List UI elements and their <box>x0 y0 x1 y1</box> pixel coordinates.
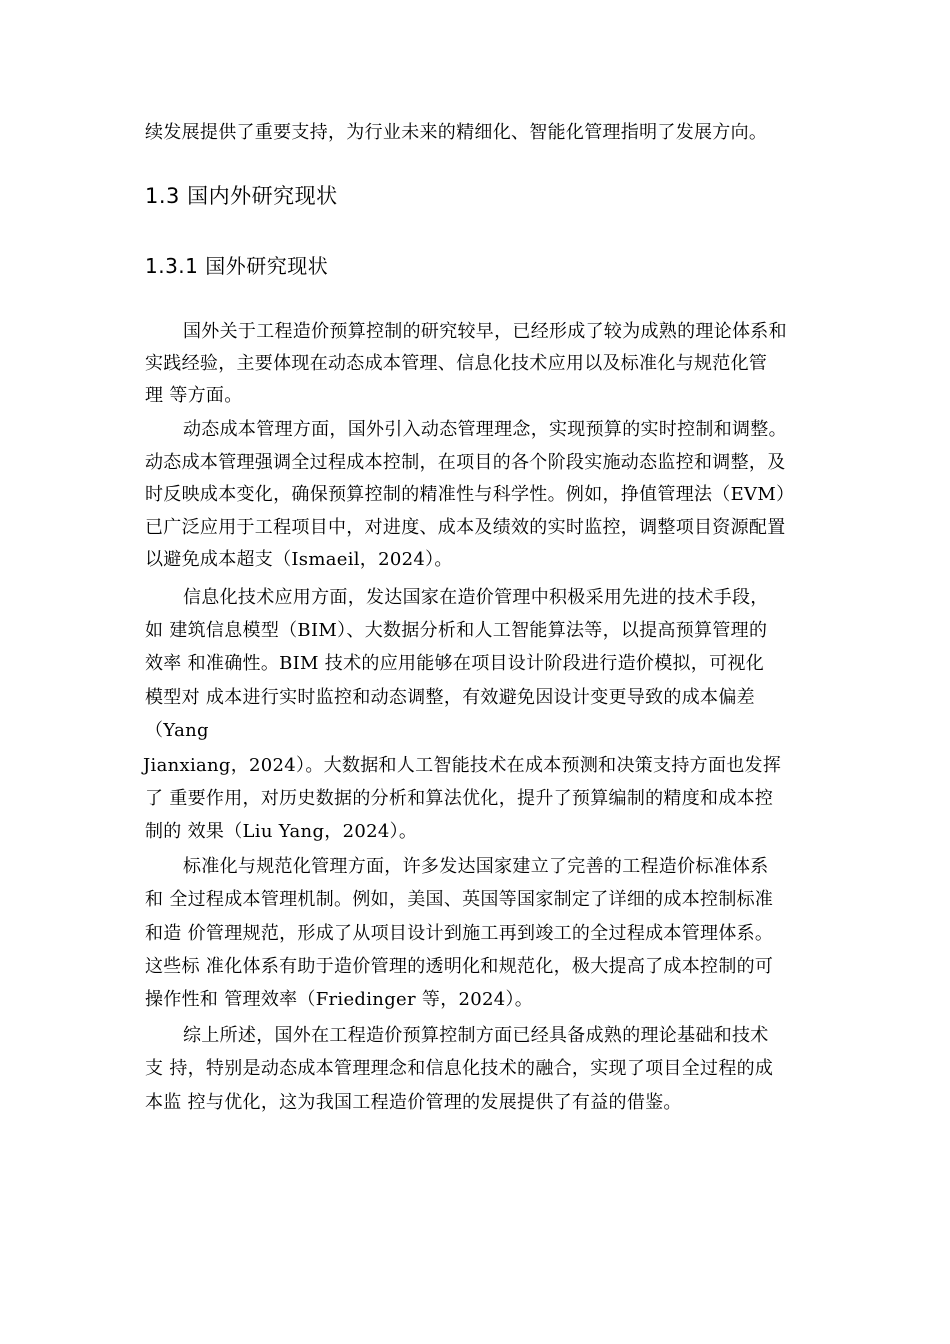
section-heading: 1.3 国内外研究现状 <box>145 184 338 208</box>
paragraph-line: 时反映成本变化，确保预算控制的精准性与科学性。例如，挣值管理法（EVM） <box>145 484 795 505</box>
paragraph-line: Jianxiang，2024）。大数据和人工智能技术在成本预测和决策支持方面也发挥 <box>143 755 782 776</box>
paragraph-line: 这些标 准化体系有助于造价管理的透明化和规范化，极大提高了成本控制的可 <box>145 956 774 977</box>
paragraph-line: （Yang <box>145 720 209 741</box>
paragraph-line: 理 等方面。 <box>145 385 243 406</box>
paragraph-line: 模型对 成本进行实时监控和动态调整，有效避免因设计变更导致的成本偏差 <box>145 687 755 708</box>
paragraph-line: 操作性和 管理效率（Friedinger 等，2024）。 <box>145 989 534 1010</box>
subsection-heading: 1.3.1 国外研究现状 <box>145 254 329 278</box>
paragraph-line: 了 重要作用，对历史数据的分析和算法优化，提升了预算编制的精度和成本控 <box>145 788 774 809</box>
paragraph-line: 动态成本管理方面，国外引入动态管理理念，实现预算的实时控制和调整。 <box>183 419 787 440</box>
paragraph-line: 信息化技术应用方面，发达国家在造价管理中积极采用先进的技术手段， <box>183 587 769 608</box>
paragraph-line: 综上所述，国外在工程造价预算控制方面已经具备成熟的理论基础和技术 <box>183 1025 769 1046</box>
paragraph-line: 制的 效果（Liu Yang，2024）。 <box>145 821 418 842</box>
paragraph-line: 国外关于工程造价预算控制的研究较早，已经形成了较为成熟的理论体系和 <box>183 321 787 342</box>
paragraph-line: 以避免成本超支（Ismaeil，2024）。 <box>145 549 453 570</box>
paragraph-line: 实践经验，主要体现在动态成本管理、信息化技术应用以及标准化与规范化管 <box>145 353 768 374</box>
paragraph-line: 已广泛应用于工程项目中，对进度、成本及绩效的实时监控，调整项目资源配置 <box>145 517 786 538</box>
paragraph-line: 标准化与规范化管理方面，许多发达国家建立了完善的工程造价标准体系 <box>183 856 769 877</box>
paragraph-line: 支 持，特别是动态成本管理理念和信息化技术的融合，实现了项目全过程的成 <box>145 1058 774 1079</box>
paragraph-line: 效率 和准确性。BIM 技术的应用能够在项目设计阶段进行造价模拟，可视化 <box>145 653 765 674</box>
paragraph-line: 动态成本管理强调全过程成本控制，在项目的各个阶段实施动态监控和调整，及 <box>145 452 786 473</box>
paragraph-line: 如 建筑信息模型（BIM）、大数据分析和人工智能算法等，以提高预算管理的 <box>145 620 768 641</box>
paragraph-line: 和造 价管理规范，形成了从项目设计到施工再到竣工的全过程成本管理体系。 <box>145 923 774 944</box>
lead-line: 续发展提供了重要支持，为行业未来的精细化、智能化管理指明了发展方向。 <box>145 122 768 143</box>
paragraph-line: 本监 控与优化，这为我国工程造价管理的发展提供了有益的借鉴。 <box>145 1092 682 1113</box>
paragraph-line: 和 全过程成本管理机制。例如，美国、英国等国家制定了详细的成本控制标准 <box>145 889 774 910</box>
